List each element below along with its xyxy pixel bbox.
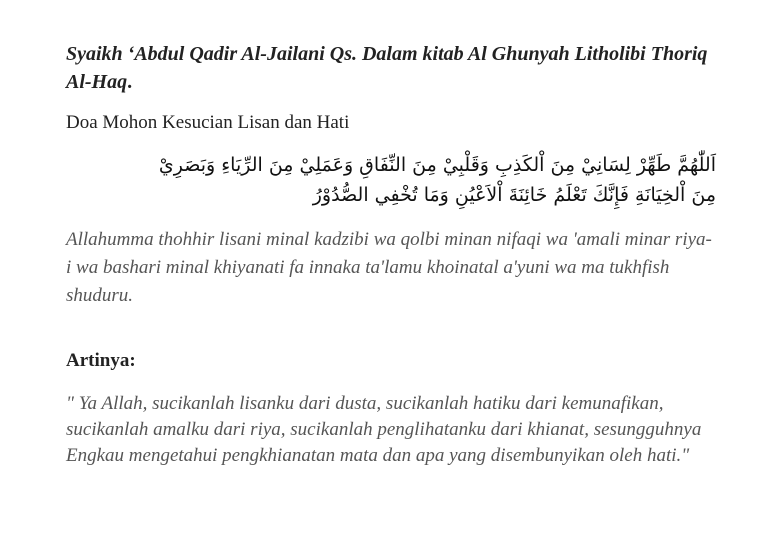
source-reference — [66, 40, 716, 96]
arabic-line-1: اَللّٰهُمَّ طَهِّرْ لِسَانِيْ مِنَ اْلكَذِبِ وَقَلْبِيْ مِنَ النِّفَاقِ وَعَمَلِيْ مِنَ الرِّيَاءِ وَبَصَرِيْ — [158, 154, 716, 176]
arabic-line-2: مِنَ اْلخِيَانَةِ فَإِنَّكَ تَعْلَمُ خَائِنَةَ اْلاَعْيُنِ وَمَا تُخْفِي الصُّدُوْرُ — [312, 184, 716, 206]
doa-title: Doa Mohon Kesucian Lisan dan Hati — [66, 112, 350, 133]
translation-text: " Ya Allah, sucikanlah lisanku dari dusta, sucikanlah hatiku dari kemunafikan, sucikanlah amalku dari riya, sucikanlah penglihatanku dari khianat, sesungguhnya Engkau mengetahui pengkhianatan mata dan apa yang disembunyikan oleh hati." — [66, 393, 702, 466]
source-text: Syaikh ‘Abdul Qadir Al-Jailani Qs. Dalam kitab Al Ghunyah Litholibi Thoriq Al-Haq — [66, 43, 708, 93]
document-body — [66, 40, 716, 469]
arabic-prayer — [66, 150, 716, 210]
artinya-label: Artinya: — [66, 350, 136, 371]
source-end-mark: . — [127, 71, 133, 93]
latin-transliteration: Allahumma thohhir lisani minal kadzibi wa qolbi minan nifaqi wa 'amali minar riya-i wa bashari minal khiyanati fa innaka ta'lamu khoinatal a'yuni wa ma tukhfish shuduru. — [66, 229, 712, 306]
